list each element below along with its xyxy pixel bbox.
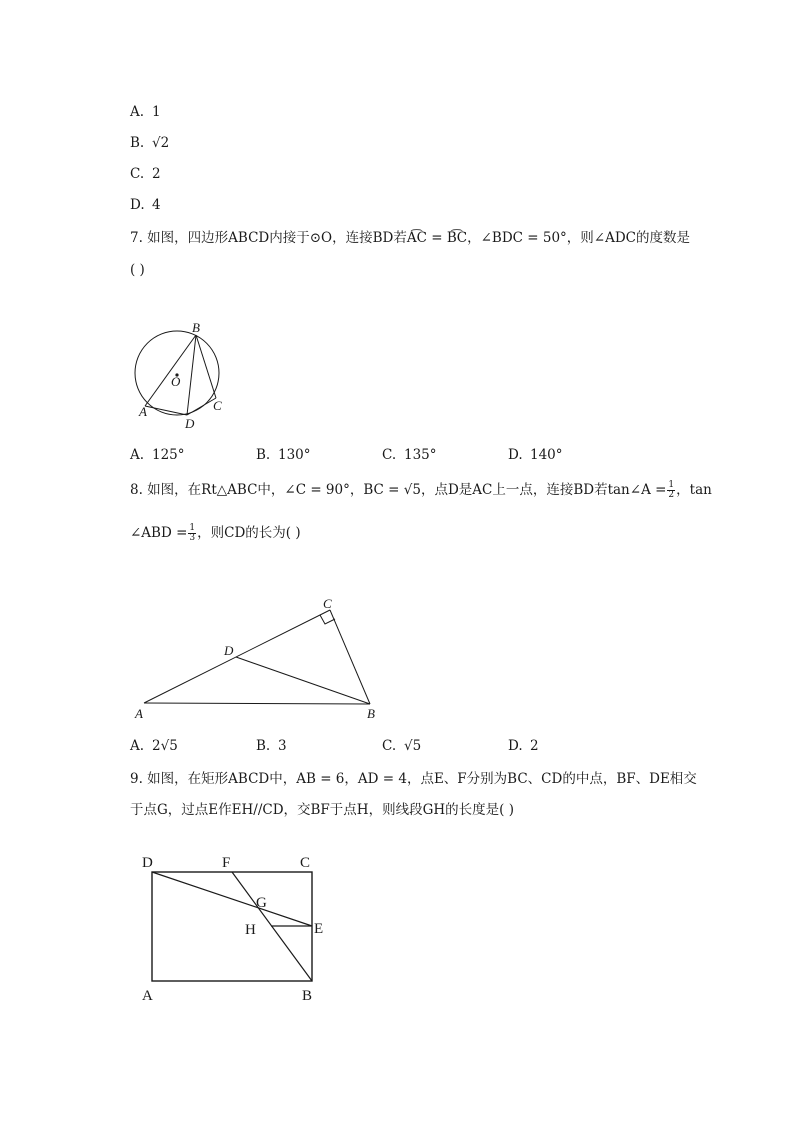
label-a: A <box>135 706 143 721</box>
option-key: B. <box>256 738 271 754</box>
option-value: 125° <box>152 447 185 463</box>
q7-stem-line1: 7. 如图，四边形ABCD内接于⊙O，连接BD若A͡C = B͡C，∠BDC = 50°，则∠ADC的度数是 <box>130 230 691 246</box>
q6-option-c <box>130 166 161 182</box>
option-value: 4 <box>152 197 161 213</box>
q9-stem-line2: 于点G，过点E作EH//CD，交BF于点H，则线段GH的长度是( ) <box>130 802 514 818</box>
q6-option-b <box>130 135 169 151</box>
option-key: A. <box>130 104 145 120</box>
q8-line2-start: ∠ABD = <box>130 525 188 541</box>
segment-de <box>152 872 312 926</box>
label-e: E <box>314 921 324 937</box>
q7-option-b <box>256 447 311 463</box>
q9-rectangle-figure <box>138 850 338 1005</box>
option-key: C. <box>130 166 145 182</box>
q8-option-a <box>130 738 178 754</box>
option-value: 2 <box>530 738 539 754</box>
fraction-half <box>667 481 675 500</box>
option-value: 130° <box>278 447 311 463</box>
option-key: D. <box>508 447 523 463</box>
frac-num: 1 <box>668 480 675 490</box>
q8-line1-end: ，tan <box>676 482 712 498</box>
segment-cb <box>330 610 370 704</box>
option-value: 1 <box>152 104 161 120</box>
segment-bd <box>187 335 196 415</box>
option-key: D. <box>508 738 523 754</box>
q8-stem-line2 <box>130 524 301 543</box>
label-b: B <box>302 988 313 1004</box>
label-d: D <box>224 643 234 658</box>
segment-ac <box>144 610 330 703</box>
option-value: √2 <box>152 135 170 151</box>
q8-option-d <box>508 738 539 754</box>
option-key: C. <box>382 447 397 463</box>
label-a: A <box>142 988 153 1004</box>
q7-option-c <box>382 447 437 463</box>
label-c: C <box>323 596 332 611</box>
label-f: F <box>222 855 231 871</box>
q6-option-d <box>130 197 161 213</box>
segment-dc <box>187 398 216 415</box>
frac-den: 3 <box>189 533 196 543</box>
label-c: C <box>213 398 222 413</box>
label-b: B <box>192 320 200 335</box>
q6-option-a <box>130 104 161 120</box>
label-o: O <box>171 374 181 389</box>
q8-option-b <box>256 738 287 754</box>
option-value: √5 <box>404 738 422 754</box>
option-value: 2 <box>152 166 161 182</box>
frac-den: 2 <box>668 490 675 500</box>
segment-db <box>236 657 370 704</box>
option-value: 140° <box>530 447 563 463</box>
q7-option-a <box>130 447 185 463</box>
option-value: 3 <box>278 738 287 754</box>
segment-ab <box>145 335 196 406</box>
q8-triangle-figure <box>130 595 390 723</box>
label-a: A <box>139 404 147 419</box>
option-value: 135° <box>404 447 437 463</box>
q8-option-c <box>382 738 421 754</box>
q8-line1-text: 8. 如图，在Rt△ABC中，∠C = 90°，BC = √5，点D是AC上一点，连接BD若tan∠A = <box>130 482 667 498</box>
option-value: 2√5 <box>152 738 178 754</box>
segment-ab <box>144 703 370 704</box>
q9-stem-line1: 9. 如图，在矩形ABCD中，AB = 6，AD = 4，点E、F分别为BC、CD的中点，BF、DE相交 <box>130 771 697 787</box>
option-key: A. <box>130 738 145 754</box>
label-h: H <box>245 922 256 938</box>
option-key: D. <box>130 197 145 213</box>
option-key: B. <box>130 135 145 151</box>
option-key: C. <box>382 738 397 754</box>
q7-stem-line2: ( ) <box>130 262 145 278</box>
q8-line2-end: ，则CD的长为( ) <box>197 525 301 541</box>
q8-stem-line1 <box>130 481 712 500</box>
option-key: A. <box>130 447 145 463</box>
option-key: B. <box>256 447 271 463</box>
frac-num: 1 <box>189 523 196 533</box>
label-b: B <box>367 706 375 721</box>
label-g: G <box>256 895 267 911</box>
label-d: D <box>185 416 195 431</box>
label-c: C <box>300 855 311 871</box>
fraction-third <box>188 524 196 543</box>
q7-option-d <box>508 447 563 463</box>
segment-bc <box>196 335 216 398</box>
q7-circle-figure <box>130 318 230 430</box>
label-d: D <box>142 855 153 871</box>
